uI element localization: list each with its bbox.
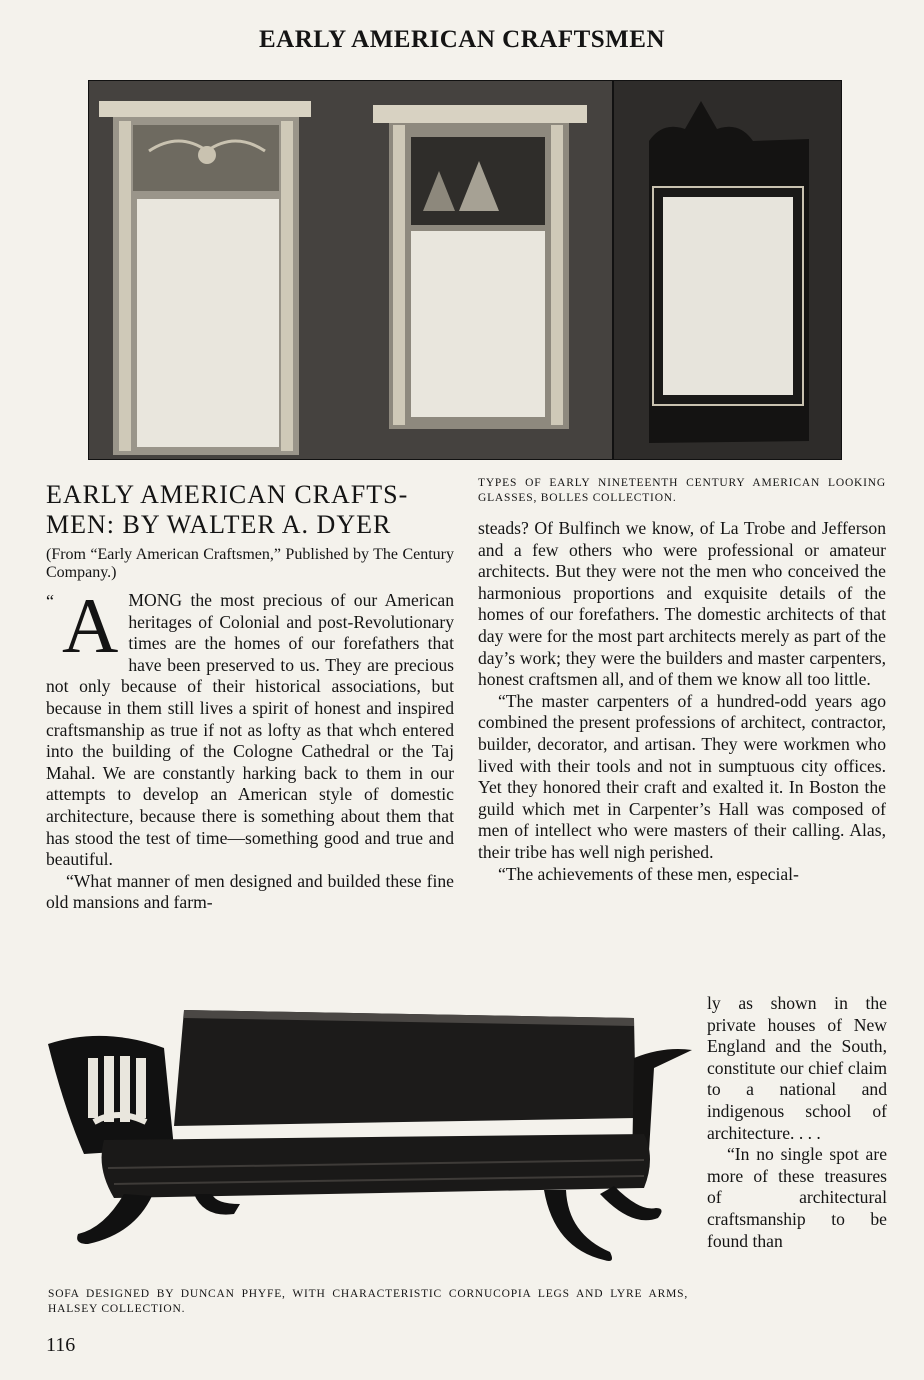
paragraph-2: “What manner of men designed and builded these fine old mansions and farm- — [46, 870, 454, 913]
mirror-two — [373, 105, 587, 429]
looking-glasses-photo — [88, 80, 842, 460]
paragraph-4-start: “The achievements of these men, especial- — [498, 863, 799, 884]
running-head: EARLY AMERICAN CRAFTSMEN — [258, 26, 666, 53]
paragraph-1 — [46, 582, 454, 871]
sofa-photo — [44, 998, 694, 1283]
sofa-caption: SOFA DESIGNED BY DUNCAN PHYFE, WITH CHARACTERISTIC CORNUCOPIA LEGS AND LYRE ARMS, HALSEY COLLECTION. — [48, 1288, 688, 1315]
sofa-illustration — [44, 998, 694, 1283]
paragraph-1-text: MONG the most precious of our American heritages of Colonial and post-Revolutionary times are the homes of our forefathers that have been preserved to us. They are precious not only because of their historical associations, but because in them still lives a spirit of honest and inspired craftsmanship as true if not as lofty as that whch entered into the building of the Cologne Cathedral or the Taj Mahal. We are constantly harking back to them in our attempts to develop an American style of domestic architecture, because there is something about them that has stood the test of time—something good and true and beautiful. — [46, 590, 454, 870]
drop-cap: A — [62, 582, 119, 669]
paragraph-4-wrap: ly as shown in the private houses of New England and the South, constitute our chief claim to a national and indigenous school of architecture. . . . — [707, 993, 887, 1143]
article-title — [46, 480, 454, 540]
paragraph-5: “In no single spot are more of these treasures of architectural craftsmanship to be found than — [707, 1144, 887, 1251]
mirror-three — [649, 101, 809, 443]
article-title-line2: MEN: BY WALTER A. DYER — [46, 510, 392, 539]
top-photo-caption: TYPES OF EARLY NINETEENTH CENTURY AMERICAN LOOKING GLASSES, BOLLES COLLECTION. — [478, 477, 886, 504]
wrapped-text-column — [707, 971, 887, 1252]
page-number: 116 — [46, 1334, 76, 1356]
article-title-line1: EARLY AMERICAN CRAFTS- — [46, 480, 409, 509]
looking-glasses-illustration — [89, 81, 841, 459]
paragraph-2-continued: steads? Of Bulfinch we know, of La Trobe and Jefferson and a few others who were professional or amateur architects. But they were not the men who conceived the harmonious proportions and exquisite details of the homes of our forefathers. The domestic architects of that day were for the most part architects merely as part of the day’s work; they were the builders and master carpenters, honest craftsmen all, and of them we know all too little. — [478, 518, 886, 690]
source-note: (From “Early American Craftsmen,” Published by The Century Company.) — [46, 546, 454, 581]
mirror-one — [99, 101, 311, 455]
opening-quote: “ — [46, 591, 54, 611]
paragraph-3: “The master carpenters of a hundred-odd years ago combined the present professions of architect, contractor, builder, decorator, and artisan. They were workmen who lived with their tools and not in sumptuous city offices. Yet they honored their craft and exalted it. In Boston the guild which met in Carpenter’s Hall was composed of men of intellect who were masters of their calling. Alas, their tribe has well nigh perished. — [478, 690, 886, 862]
